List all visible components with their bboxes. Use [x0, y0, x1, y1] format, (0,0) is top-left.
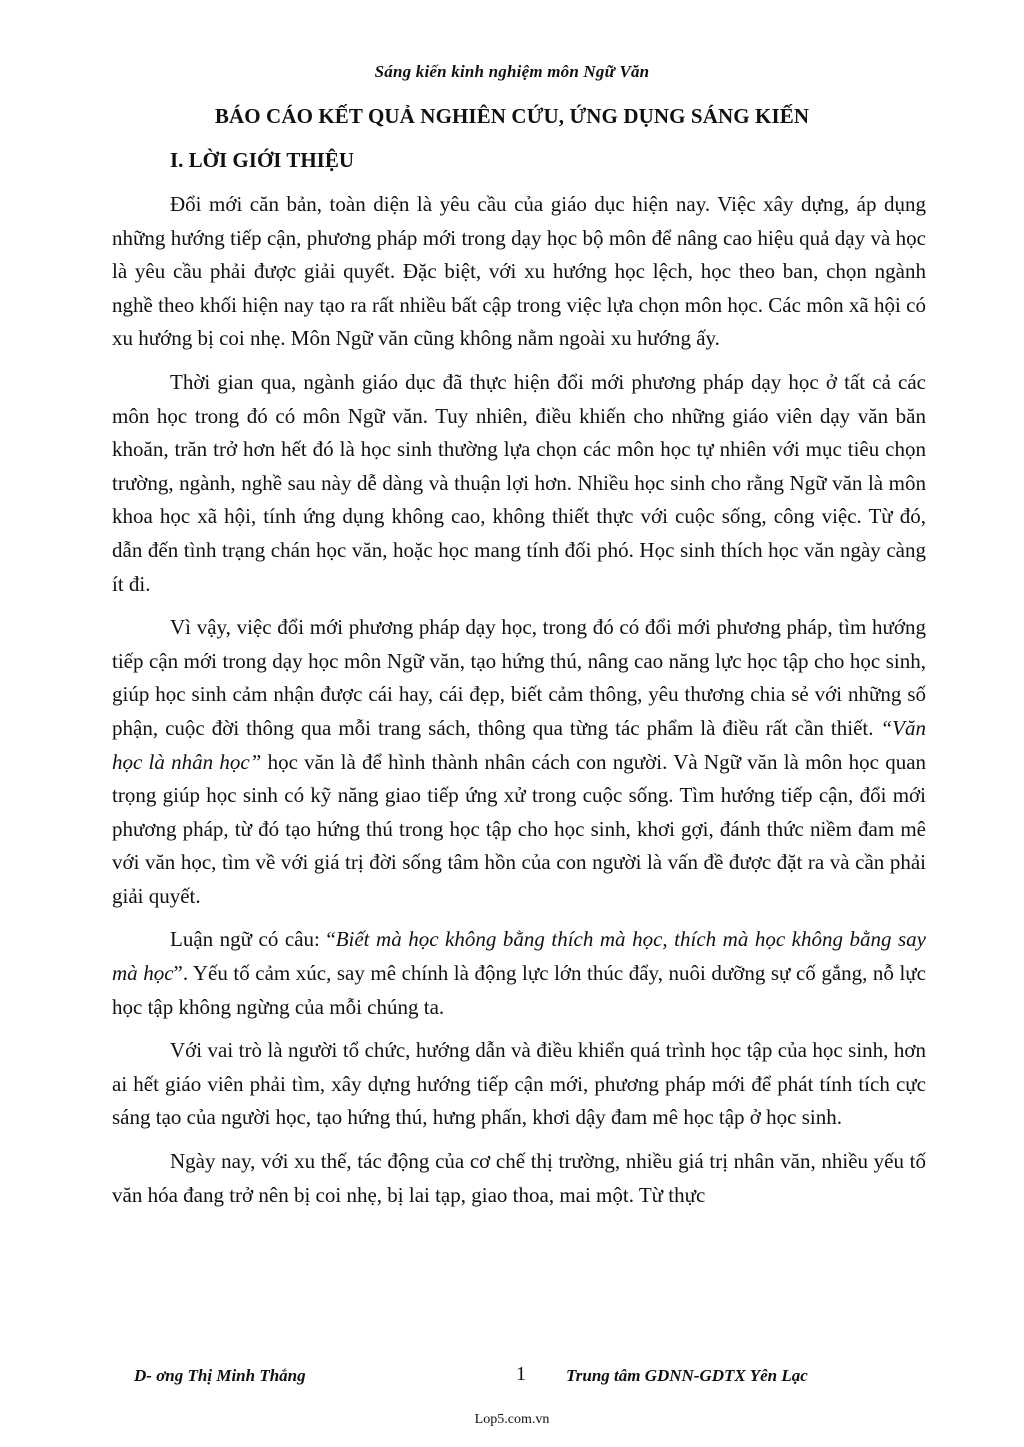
document-body [112, 188, 926, 1212]
paragraph-4 [112, 923, 926, 1024]
paragraph-3 [112, 611, 926, 913]
page-number: 1 [516, 1363, 526, 1385]
paragraph-3-text-a: Vì vậy, việc đổi mới phương pháp dạy học, trong đó có đổi mới phương pháp, tìm hướng tiếp cận mới trong dạy học môn Ngữ văn, tạo hứng thú, nâng cao năng lực học tập cho học sinh, giúp học sinh cảm nhận được cái hay, cái đẹp, biết cảm thông, yêu thương chia sẻ với những số phận, cuộc đời thông qua mỗi trang sách, thông qua từng tác phẩm là điều rất cần thiết. [112, 615, 926, 740]
paragraph-3-quote: “Văn học là nhân học” [112, 715, 927, 774]
paragraph-4-quote: Biết mà học không bằng thích mà học, thích mà học không bằng say mà học [112, 927, 926, 986]
paragraph-6: Ngày nay, với xu thế, tác động của cơ chế thị trường, nhiều giá trị nhân văn, nhiều yếu tố văn hóa đang trở nên bị coi nhẹ, bị lai tạp, giao thoa, mai một. Từ thực [112, 1149, 926, 1207]
footer-center: Trung tâm GDNN-GDTX Yên Lạc [566, 1366, 808, 1385]
paragraph-4-text-a: Luận ngữ có câu: “ [170, 927, 336, 952]
paragraph-4-text-b: ”. Yếu tố cảm xúc, say mê chính là động lực lớn thúc đẩy, nuôi dưỡng sự cố gắng, nỗ lực học tập không ngừng của mỗi chúng ta. [112, 961, 926, 1019]
report-title: BÁO CÁO KẾT QUẢ NGHIÊN CỨU, ỨNG DỤNG SÁNG KIẾN [214, 104, 810, 128]
paragraph-2: Thời gian qua, ngành giáo dục đã thực hiện đổi mới phương pháp dạy học ở tất cả các môn học trong đó có môn Ngữ văn. Tuy nhiên, điều khiến cho những giáo viên dạy văn băn khoăn, trăn trở hơn hết đó là học sinh thường lựa chọn các môn học tự nhiên với mục tiêu chọn trường, ngành, nghề sau này dễ dàng và thuận lợi hơn. Nhiều học sinh cho rằng Ngữ văn là môn khoa học xã hội, tính ứng dụng không cao, không thiết thực với cuộc sống, công việc. Từ đó, dẫn đến tình trạng chán học văn, hoặc học mang tính đối phó. Học sinh thích học văn ngày càng ít đi. [112, 369, 926, 596]
running-header: Sáng kiến kinh nghiệm môn Ngữ Văn [374, 62, 650, 81]
section-heading: I. LỜI GIỚI THIỆU [170, 148, 355, 172]
paragraph-5: Với vai trò là người tổ chức, hướng dẫn và điều khiển quá trình học tập của học sinh, hơn ai hết giáo viên phải tìm, xây dựng hướng tiếp cận mới, phương pháp mới để phát tính tích cực sáng tạo của người học, tạo hứng thú, hưng phấn, khơi dậy đam mê học tập ở học sinh. [112, 1038, 926, 1130]
paragraph-1: Đổi mới căn bản, toàn diện là yêu cầu của giáo dục hiện nay. Việc xây dựng, áp dụng những hướng tiếp cận, phương pháp mới trong dạy học bộ môn để nâng cao hiệu quả dạy và học là yêu cầu phải được giải quyết. Đặc biệt, với xu hướng học lệch, học theo ban, chọn ngành nghề theo khối hiện nay tạo ra rất nhiều bất cập trong việc lựa chọn môn học. Các môn xã hội có xu hướng bị coi nhẹ. Môn Ngữ văn cũng không nằm ngoài xu hướng ấy. [112, 192, 926, 351]
paragraph-3-text-b: học văn là để hình thành nhân cách con người. Và Ngữ văn là môn học quan trọng giúp học sinh có kỹ năng giao tiếp ứng xử trong cuộc sống. Tìm hướng tiếp cận, đổi mới phương pháp, từ đó tạo hứng thú trong học tập cho học sinh, khơi gợi, đánh thức niềm đam mê với văn học, tìm về với giá trị đời sống tâm hồn của con người là vấn đề được đặt ra và cần phải giải quyết. [112, 749, 927, 908]
watermark: Lop5.com.vn [474, 1412, 550, 1427]
footer-author: D- ơng Thị Minh Thắng [134, 1366, 306, 1385]
